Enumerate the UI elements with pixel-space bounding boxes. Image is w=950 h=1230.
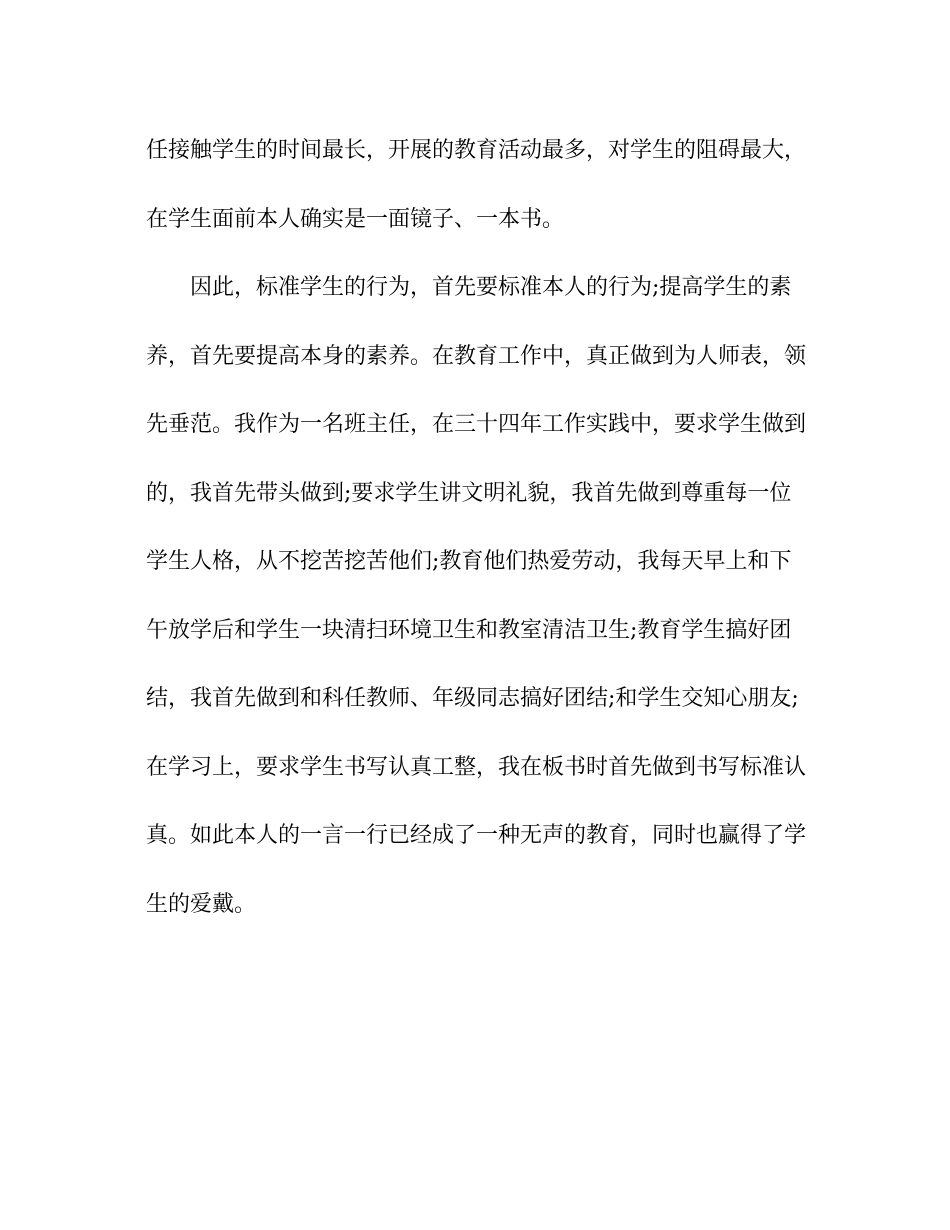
- text-line-4: 养，首先要提高本身的素养。在教育工作中，真正做到为人师表，领: [146, 343, 807, 369]
- text-line-2: 在学生面前本人确实是一面镜子、一本书。: [146, 206, 565, 232]
- text-line-8: 午放学后和学生一块清扫环境卫生和教室清洁卫生;教育学生搞好团: [146, 617, 792, 643]
- text-line-3: 因此，标准学生的行为，首先要标准本人的行为;提高学生的素: [190, 275, 792, 300]
- text-line-7: 学生人格，从不挖苦挖苦他们;教育他们热爱劳动，我每天早上和下: [146, 549, 792, 574]
- text-line-12: 生的爱戴。: [146, 891, 257, 917]
- text-line-10: 在学习上，要求学生书写认真工整，我在板书时首先做到书写标准认: [146, 754, 807, 780]
- text-line-5: 先垂范。我作为一名班主任，在三十四年工作实践中，要求学生做到: [146, 412, 807, 437]
- text-line-9: 结，我首先做到和科任教师、年级同志搞好团结;和学生交知心朋友;: [146, 686, 799, 711]
- document-body: [146, 139, 806, 961]
- text-line-6: 的，我首先带头做到;要求学生讲文明礼貌，我首先做到尊重每一位: [146, 480, 792, 506]
- text-line-1: 任接触学生的时间最长，开展的教育活动最多，对学生的阻碍最大，: [146, 138, 807, 163]
- text-line-11: 真。如此本人的一言一行已经成了一种无声的教育，同时也赢得了学: [146, 823, 807, 848]
